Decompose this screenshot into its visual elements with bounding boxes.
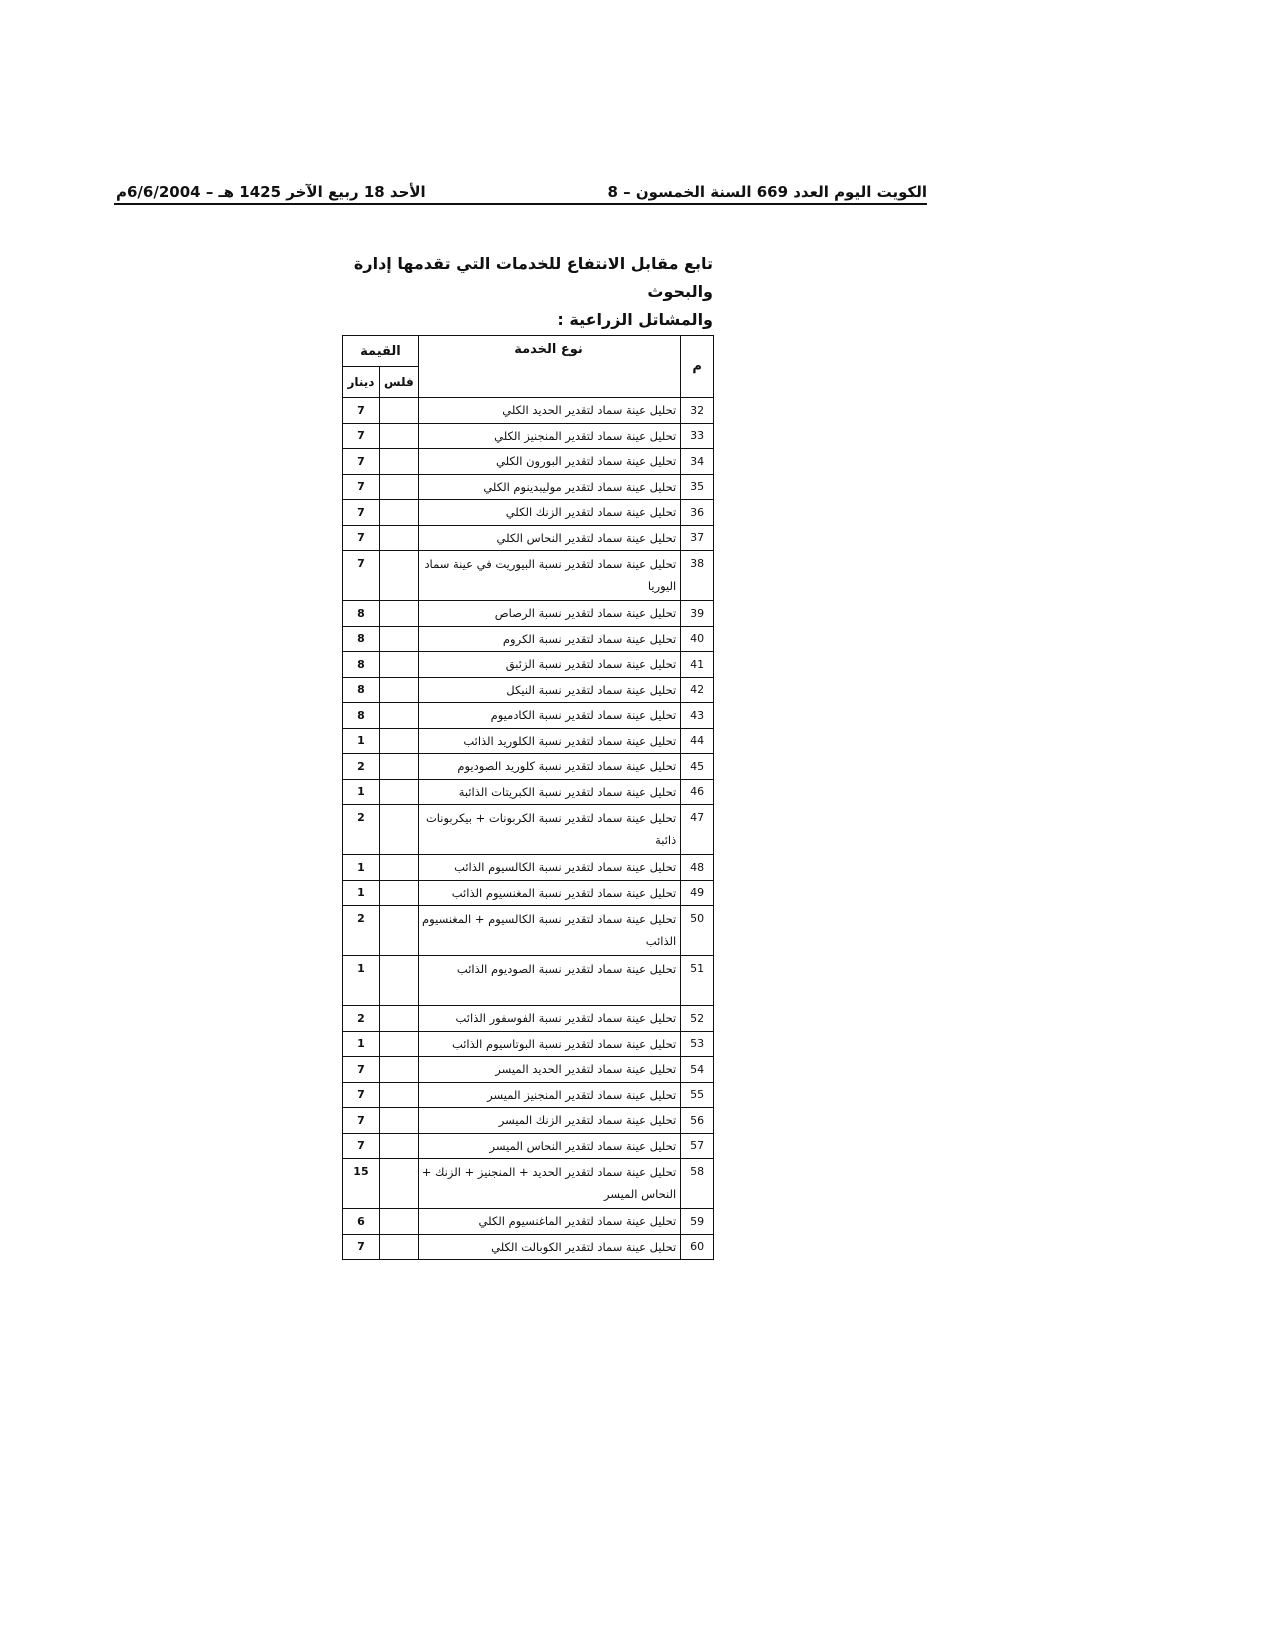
table-row — [343, 1031, 714, 1057]
row-fils — [379, 906, 418, 956]
row-service: تحليل عينة سماد لتقدير نسبة الكروم — [418, 626, 680, 652]
row-number: 42 — [681, 677, 714, 703]
row-service: تحليل عينة سماد لتقدير المنجنيز الميسر — [418, 1082, 680, 1108]
table-row — [343, 677, 714, 703]
table-row — [343, 398, 714, 424]
row-service: تحليل عينة سماد لتقدير نسبة الزئبق — [418, 652, 680, 678]
table-row — [343, 703, 714, 729]
header-service: نوع الخدمة — [418, 336, 680, 398]
row-dinar: 8 — [343, 601, 380, 627]
row-service: تحليل عينة سماد لتقدير نسبة الكالسيوم + المغنسيوم الذائب — [418, 906, 680, 956]
table-row — [343, 805, 714, 855]
row-number: 58 — [681, 1159, 714, 1209]
row-fils — [379, 728, 418, 754]
row-service: تحليل عينة سماد لتقدير الزنك الكلي — [418, 500, 680, 526]
table-row — [343, 880, 714, 906]
row-number: 39 — [681, 601, 714, 627]
row-number: 40 — [681, 626, 714, 652]
row-fils — [379, 1159, 418, 1209]
row-dinar: 8 — [343, 703, 380, 729]
row-number: 56 — [681, 1108, 714, 1134]
table-row — [343, 626, 714, 652]
row-number: 36 — [681, 500, 714, 526]
row-fils — [379, 1031, 418, 1057]
table-row — [343, 525, 714, 551]
row-fils — [379, 880, 418, 906]
row-service: تحليل عينة سماد لتقدير نسبة الكبريتات الذائبة — [418, 779, 680, 805]
table-row — [343, 1133, 714, 1159]
row-service: تحليل عينة سماد لتقدير المنجنيز الكلي — [418, 423, 680, 449]
row-service: تحليل عينة سماد لتقدير نسبة الرصاص — [418, 601, 680, 627]
row-number: 59 — [681, 1209, 714, 1235]
row-fils — [379, 779, 418, 805]
row-dinar: 2 — [343, 754, 380, 780]
row-dinar: 2 — [343, 906, 380, 956]
row-service: تحليل عينة سماد لتقدير نسبة الصوديوم الذائب — [418, 956, 680, 1006]
table-row — [343, 1159, 714, 1209]
header-num: م — [681, 336, 714, 398]
table-row — [343, 1057, 714, 1083]
row-fils — [379, 1234, 418, 1260]
row-service: تحليل عينة سماد لتقدير نسبة البوتاسيوم الذائب — [418, 1031, 680, 1057]
row-dinar: 8 — [343, 652, 380, 678]
row-fils — [379, 525, 418, 551]
row-number: 55 — [681, 1082, 714, 1108]
page-title — [340, 250, 713, 334]
row-dinar: 7 — [343, 398, 380, 424]
row-number: 35 — [681, 474, 714, 500]
row-number: 44 — [681, 728, 714, 754]
row-fils — [379, 677, 418, 703]
header-left: الأحد 18 ربيع الآخر 1425 هـ – 6/6/2004م — [116, 183, 426, 201]
row-number: 32 — [681, 398, 714, 424]
row-dinar: 1 — [343, 956, 380, 1006]
row-dinar: 6 — [343, 1209, 380, 1235]
row-number: 34 — [681, 449, 714, 475]
row-fils — [379, 754, 418, 780]
row-fils — [379, 956, 418, 1006]
row-dinar: 1 — [343, 855, 380, 881]
row-service: تحليل عينة سماد لتقدير نسبة الكادميوم — [418, 703, 680, 729]
title-line-2: والمشاتل الزراعية : — [557, 310, 713, 329]
row-fils — [379, 652, 418, 678]
row-number: 41 — [681, 652, 714, 678]
row-fils — [379, 500, 418, 526]
row-service: تحليل عينة سماد لتقدير نسبة كلوريد الصوديوم — [418, 754, 680, 780]
row-fils — [379, 1006, 418, 1032]
row-fils — [379, 626, 418, 652]
row-service: تحليل عينة سماد لتقدير نسبة النيكل — [418, 677, 680, 703]
row-number: 48 — [681, 855, 714, 881]
table-row — [343, 1006, 714, 1032]
row-service: تحليل عينة سماد لتقدير النحاس الميسر — [418, 1133, 680, 1159]
row-fils — [379, 474, 418, 500]
row-service: تحليل عينة سماد لتقدير موليبدينوم الكلي — [418, 474, 680, 500]
row-dinar: 1 — [343, 880, 380, 906]
row-service: تحليل عينة سماد لتقدير الحديد الكلي — [418, 398, 680, 424]
row-service: تحليل عينة سماد لتقدير الزنك الميسر — [418, 1108, 680, 1134]
row-fils — [379, 703, 418, 729]
row-fils — [379, 551, 418, 601]
fees-table — [342, 335, 714, 1260]
row-dinar: 7 — [343, 551, 380, 601]
row-service: تحليل عينة سماد لتقدير النحاس الكلي — [418, 525, 680, 551]
table-row — [343, 601, 714, 627]
table-row — [343, 779, 714, 805]
row-fils — [379, 1133, 418, 1159]
row-service: تحليل عينة سماد لتقدير الحديد الميسر — [418, 1057, 680, 1083]
table-row — [343, 423, 714, 449]
table-header-row — [343, 336, 714, 367]
table-row — [343, 500, 714, 526]
row-service: تحليل عينة سماد لتقدير نسبة المغنسيوم الذائب — [418, 880, 680, 906]
row-service: تحليل عينة سماد لتقدير نسبة البيوريت في عينة سماد اليوريا — [418, 551, 680, 601]
row-number: 60 — [681, 1234, 714, 1260]
table-row — [343, 1108, 714, 1134]
header-fils: فلس — [379, 367, 418, 398]
table-row — [343, 652, 714, 678]
row-service: تحليل عينة سماد لتقدير نسبة الكلوريد الذائب — [418, 728, 680, 754]
row-service: تحليل عينة سماد لتقدير نسبة الكربونات + بيكربونات ذائبة — [418, 805, 680, 855]
row-service: تحليل عينة سماد لتقدير نسبة الكالسيوم الذائب — [418, 855, 680, 881]
row-fils — [379, 449, 418, 475]
row-number: 37 — [681, 525, 714, 551]
row-dinar: 7 — [343, 500, 380, 526]
row-service: تحليل عينة سماد لتقدير البورون الكلي — [418, 449, 680, 475]
row-number: 33 — [681, 423, 714, 449]
row-number: 57 — [681, 1133, 714, 1159]
table-row — [343, 956, 714, 1006]
row-dinar: 8 — [343, 626, 380, 652]
table-row — [343, 1234, 714, 1260]
row-fils — [379, 1057, 418, 1083]
table-row — [343, 855, 714, 881]
table-body — [343, 398, 714, 1260]
row-fils — [379, 1108, 418, 1134]
title-line-1: تابع مقابل الانتفاع للخدمات التي تقدمها إدارة والبحوث — [353, 254, 713, 301]
row-service: تحليل عينة سماد لتقدير الماغنسيوم الكلي — [418, 1209, 680, 1235]
row-dinar: 1 — [343, 1031, 380, 1057]
row-number: 50 — [681, 906, 714, 956]
row-fils — [379, 601, 418, 627]
row-fils — [379, 1082, 418, 1108]
row-number: 53 — [681, 1031, 714, 1057]
row-fils — [379, 423, 418, 449]
table-row — [343, 1082, 714, 1108]
row-fils — [379, 855, 418, 881]
row-service: تحليل عينة سماد لتقدير الحديد + المنجنيز + الزنك + النحاس الميسر — [418, 1159, 680, 1209]
row-service: تحليل عينة سماد لتقدير الكوبالت الكلي — [418, 1234, 680, 1260]
row-number: 38 — [681, 551, 714, 601]
header-right: الكويت اليوم العدد 669 السنة الخمسون – 8 — [607, 183, 927, 201]
row-number: 54 — [681, 1057, 714, 1083]
row-dinar: 7 — [343, 474, 380, 500]
table-row — [343, 906, 714, 956]
header-value: القيمة — [343, 336, 419, 367]
row-dinar: 2 — [343, 805, 380, 855]
row-dinar: 7 — [343, 525, 380, 551]
row-dinar: 7 — [343, 1234, 380, 1260]
row-dinar: 7 — [343, 449, 380, 475]
row-dinar: 15 — [343, 1159, 380, 1209]
table-row — [343, 449, 714, 475]
row-number: 45 — [681, 754, 714, 780]
row-dinar: 1 — [343, 728, 380, 754]
table-row — [343, 1209, 714, 1235]
row-dinar: 2 — [343, 1006, 380, 1032]
row-dinar: 7 — [343, 1082, 380, 1108]
table-row — [343, 754, 714, 780]
row-service: تحليل عينة سماد لتقدير نسبة الفوسفور الذائب — [418, 1006, 680, 1032]
row-number: 43 — [681, 703, 714, 729]
row-dinar: 7 — [343, 423, 380, 449]
row-number: 51 — [681, 956, 714, 1006]
header-rule — [114, 203, 927, 205]
row-dinar: 8 — [343, 677, 380, 703]
row-number: 47 — [681, 805, 714, 855]
row-number: 52 — [681, 1006, 714, 1032]
row-fils — [379, 805, 418, 855]
header-dinar: دينار — [343, 367, 380, 398]
row-number: 49 — [681, 880, 714, 906]
row-number: 46 — [681, 779, 714, 805]
table-row — [343, 474, 714, 500]
row-dinar: 7 — [343, 1133, 380, 1159]
row-fils — [379, 1209, 418, 1235]
row-fils — [379, 398, 418, 424]
table-row — [343, 551, 714, 601]
table-row — [343, 728, 714, 754]
row-dinar: 7 — [343, 1108, 380, 1134]
row-dinar: 7 — [343, 1057, 380, 1083]
row-dinar: 1 — [343, 779, 380, 805]
